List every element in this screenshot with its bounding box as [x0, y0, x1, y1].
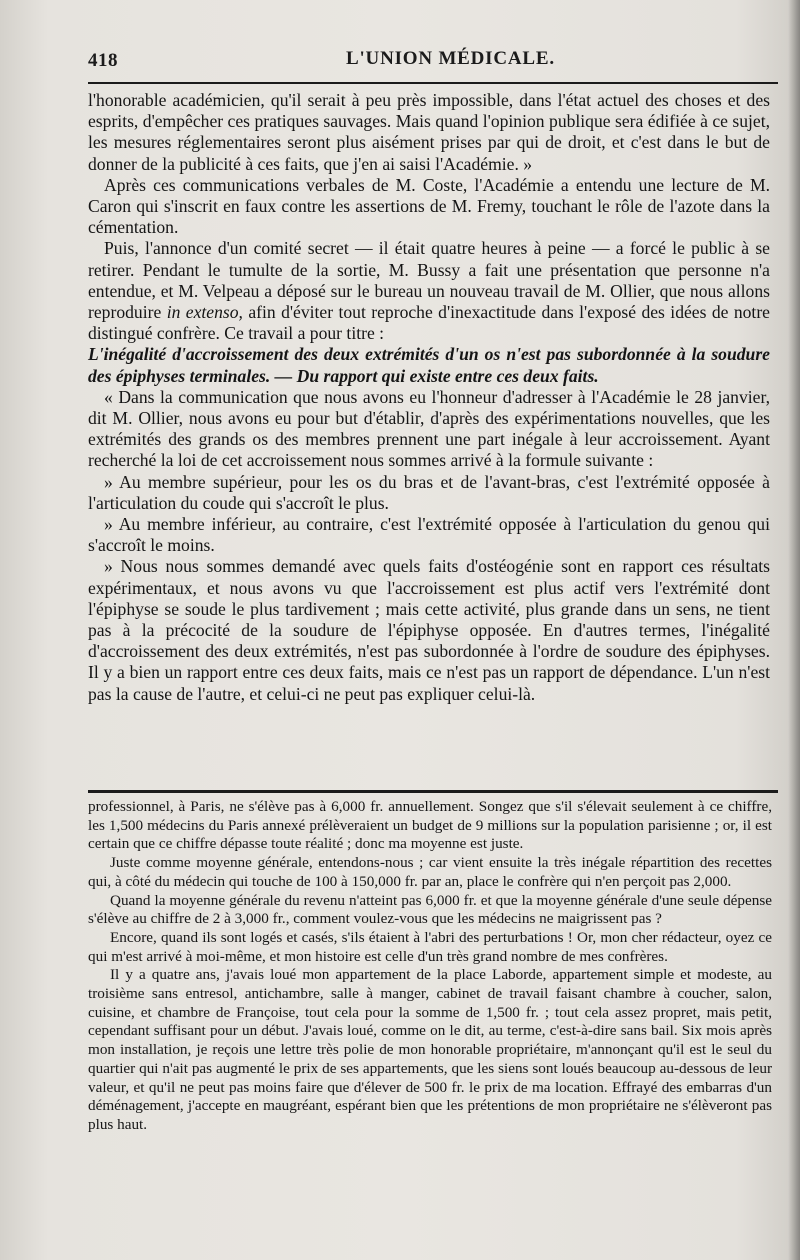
- main-article: [88, 90, 770, 705]
- paragraph: » Nous nous sommes demandé avec quels faits d'ostéogénie sont en rapport ces résultats expérimentaux, et nous avons vu que l'accroissement est plus actif vers l'extrémité dont l'épiphyse se soude le plus tardivement ; mais cette activité, plus grande dans un sens, ne tient pas à la précocité de la soudure de l'épiphyse opposée. En d'autres termes, l'inégalité d'accroissement des deux extrémités, n'est pas subordonnée à l'ordre de soudure des épiphyses. Il y a bien un rapport entre ces deux faits, mais ce n'est pas un rapport de dépendance. L'un n'est pas la cause de l'autre, et celui-ci ne peut pas expliquer celui-là.: [88, 556, 770, 704]
- paragraph: Après ces communications verbales de M. Coste, l'Académie a entendu une lecture de M. Caron qui s'inscrit en faux contre les assertions de M. Fremy, touchant le rôle de l'azote dans la cémentation.: [88, 174, 770, 238]
- feuilleton-paragraph: professionnel, à Paris, ne s'élève pas à 6,000 fr. annuellement. Songez que s'il s'élevait seulement à ce chiffre, les 1,500 médecins du Paris annexé prélèveraient un budget de 9 millions sur la population parisienne ; or, il est certain que ce chiffre dépasse toute réalité ; donc ma moyenne est juste.: [88, 798, 772, 853]
- feuilleton-section: [88, 798, 772, 1135]
- page-number: 418: [88, 50, 118, 71]
- paragraph-text: Puis, l'annonce d'un comité secret — il était quatre heures à peine — a forcé le public à se retirer. Pendant le tumulte de la sortie, M. Bussy a fait une présentation que personne n'a entendue, et M. Velpeau a déposé sur le bureau un nouveau travail de M. Ollier, que nous allons reproduire: [88, 238, 770, 323]
- paragraph: l'honorable académicien, qu'il serait à peu près impossible, dans l'état actuel des choses et des esprits, d'empêcher ces pratiques sauvages. Mais quand l'opinion publique sera édifiée à ce sujet, les mesures réglementaires seront plus aisément prises par qui de droit, et c'est dans le but de donner de la publicité à ces faits, que j'en ai saisi l'Académie. »: [88, 90, 770, 174]
- paragraph: [88, 238, 770, 344]
- feuilleton-paragraph: Juste comme moyenne générale, entendons-nous ; car vient ensuite la très inégale répartition des recettes qui, à côté du médecin qui touche de 100 à 150,000 fr. par an, place le confrère qui n'en perçoit pas 2,000.: [88, 854, 772, 890]
- italic-phrase: in extenso,: [166, 302, 243, 323]
- page-spine-shadow: [788, 0, 800, 1260]
- header-rule: [88, 82, 778, 84]
- running-title: L'UNION MÉDICALE.: [346, 48, 555, 69]
- feuilleton-paragraph: Il y a quatre ans, j'avais loué mon appartement de la place Laborde, appartement simple et modeste, au troisième sans entresol, antichambre, salle à manger, cabinet de travail faisant chambre à coucher, salon, cuisine, et chambre de Françoise, tout cela pour la somme de 1,500 fr. ; tout cela assez propret, mais petit, cependant suffisant pour un début. J'avais loué, comme on le dit, au terme, c'est-à-dire sans bail. Six mois après mon installation, je reçois une lettre très polie de mon honorable propriétaire, m'annonçant qu'il est le seul du quartier qui n'ait pas augmenté le prix de ses appartements, que les siens sont loués beaucoup au-dessous de leur valeur, et qu'il ne peut pas moins faire que d'élever de 500 fr. le prix de ma location. Effrayé des embarras d'un déménagement, j'accepte en maugréant, espérant bien que les prétentions de mon propriétaire ne s'élèveront pas plus haut.: [88, 966, 772, 1133]
- article-title: L'inégalité d'accroissement des deux extrémités d'un os n'est pas subordonnée à la soudure des épiphyses terminales. — Du rapport qui existe entre ces deux faits.: [88, 344, 770, 386]
- feuilleton-paragraph: Quand la moyenne générale du revenu n'atteint pas 6,000 fr. et que la moyenne générale d'une seule dépense s'élève au chiffre de 2 à 3,000 fr., comment voulez-vous que les médecins ne maigrissent pas ?: [88, 891, 772, 928]
- paragraph: » Au membre inférieur, au contraire, c'est l'extrémité opposée à l'articulation du genou qui s'accroît le moins.: [88, 514, 770, 556]
- feuilleton-paragraph: Encore, quand ils sont logés et casés, s'ils étaient à l'abri des perturbations ! Or, mon cher rédacteur, oyez ce qui m'est arrivé à moi-même, et mon histoire est celle d'un très grand nombre de mes confrères.: [88, 928, 772, 965]
- paragraph: « Dans la communication que nous avons eu l'honneur d'adresser à l'Académie le 28 janvier, dit M. Ollier, nous avons eu pour but d'établir, d'après des expérimentations nouvelles, que les extrémités des grands os des membres prennent une part inégale à leur accroissement. Ayant recherché la loi de cet accroissement nous sommes arrivé à la formule suivante :: [88, 386, 770, 471]
- page-header: [88, 46, 778, 74]
- paragraph: » Au membre supérieur, pour les os du bras et de l'avant-bras, c'est l'extrémité opposée à l'articulation du coude qui s'accroît le plus.: [88, 471, 770, 513]
- paragraph-text: afin d'éviter tout reproche d'inexactitude dans l'exposé des idées de notre distingué confrère. Ce travail a pour titre :: [88, 302, 770, 344]
- feuilleton-rule: [88, 790, 778, 793]
